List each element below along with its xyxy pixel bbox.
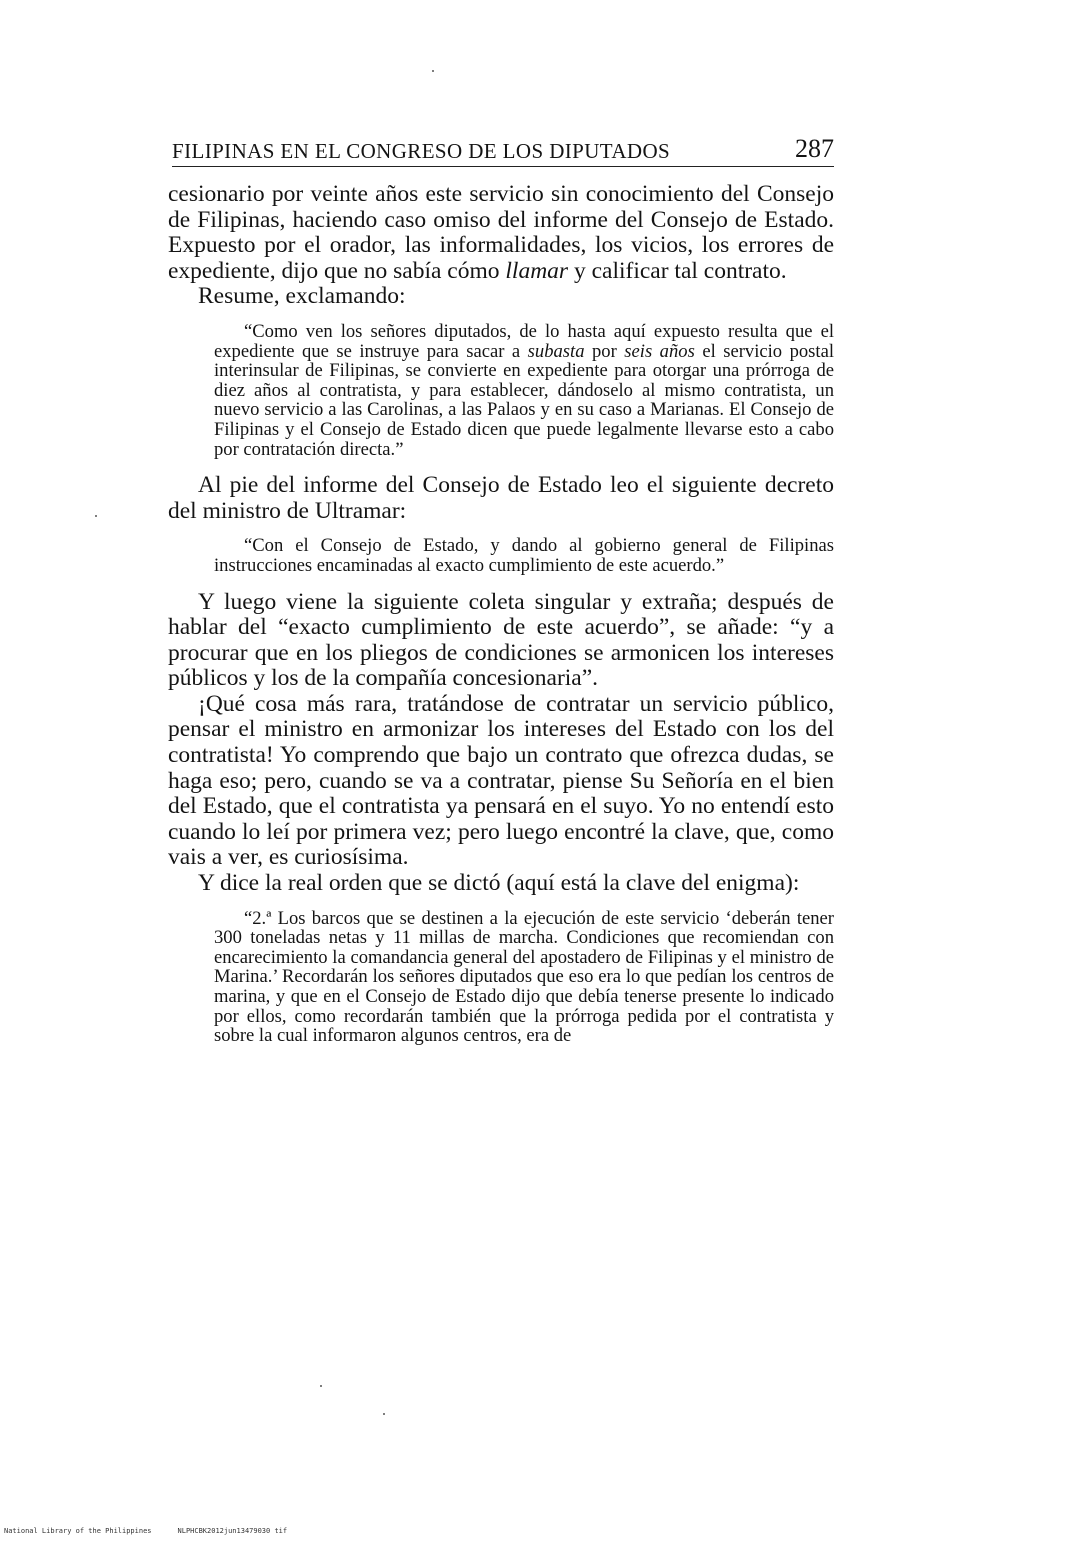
scan-speck [432,70,434,72]
paragraph-4: Y luego viene la siguiente coleta singular y extraña; después de hablar del “exacto cumplimiento de este acuerdo”, se añade: “y a procurar que en los pliegos de condiciones se armonicen los intereses públicos y los de la compañía concesionaria”. [168,588,834,692]
page-number: 287 [795,134,834,163]
quote-1: “Como ven los señores diputados, de lo hasta aquí expuesto resulta que el expediente que se instruye para sacar a subasta por seis años el servicio postal interinsular de Filipinas, se convierte en expediente para otorgar una prórroga de diez años al contratista, y para establecer, dándoselo al mismo contratista, un nuevo servicio a las Carolinas, a las Palaos y en su caso a Marianas. El Consejo de Filipinas y el Consejo de Estado dicen que puede legalmente llevarse esto a cabo por contratación directa.” [214,320,834,460]
header-rule [172,166,834,167]
body-text [168,182,834,1046]
library-credit: National Library of the Philippines [4,1527,152,1535]
file-id: NLPHCBK2012jun13479030 tif [177,1527,288,1535]
page-header [172,132,834,164]
paragraph-2: Resume, exclamando: [198,283,406,310]
quote-3: “2.ª Los barcos que se destinen a la ejecución de este servicio ‘deberán tener 300 toneladas netas y 11 millas de marcha. Condiciones que recomiendan con encarecimiento la comandancia general del apostadero de Filipinas y el ministro de Marina.’ Recordarán los señores diputados que eso era lo que pedían los centros de marina, y que en el Consejo de Estado dijo que debía tenerse presente lo indicado por ellos, como recordarán también que la prórroga pedida por el contratista y sobre la cual informaron algunos centros, era de [214,907,834,1047]
paragraph-1: cesionario por veinte años este servicio sin conocimiento del Consejo de Filipinas, haciendo caso omiso del informe del Consejo de Estado. Expuesto por el orador, las informalidades, los vicios, los errores de expediente, dijo que no sabía cómo llamar y calificar tal contrato. [168,181,834,284]
scan-speck [383,1413,385,1415]
quote-2: “Con el Consejo de Estado, y dando al gobierno general de Filipinas instrucciones encaminadas al exacto cumplimiento de este acuerdo.” [214,535,834,576]
paragraph-6: Y dice la real orden que se dictó (aquí está la clave del enigma): [198,870,800,897]
paragraph-3: Al pie del informe del Consejo de Estado leo el siguiente decreto del ministro de Ultramar: [168,472,834,524]
scan-footer [4,1527,404,1539]
running-title: FILIPINAS EN EL CONGRESO DE LOS DIPUTADOS [172,139,671,163]
paragraph-5: ¡Qué cosa más rara, tratándose de contratar un servicio público, pensar el ministro en armonizar los intereses del Estado con los del contratista! Yo comprendo que bajo un contrato que ofrezca dudas, se haga eso; pero, cuando se va a contratar, piense Su Señoría en el bien del Estado, que el contratista ya pensará en el suyo. Yo no entendí esto cuando lo leí por primera vez; pero luego encontré la clave, que, como vais a ver, es curiosísima. [168,690,834,871]
scan-speck [320,1385,322,1387]
scan-speck [95,515,97,517]
